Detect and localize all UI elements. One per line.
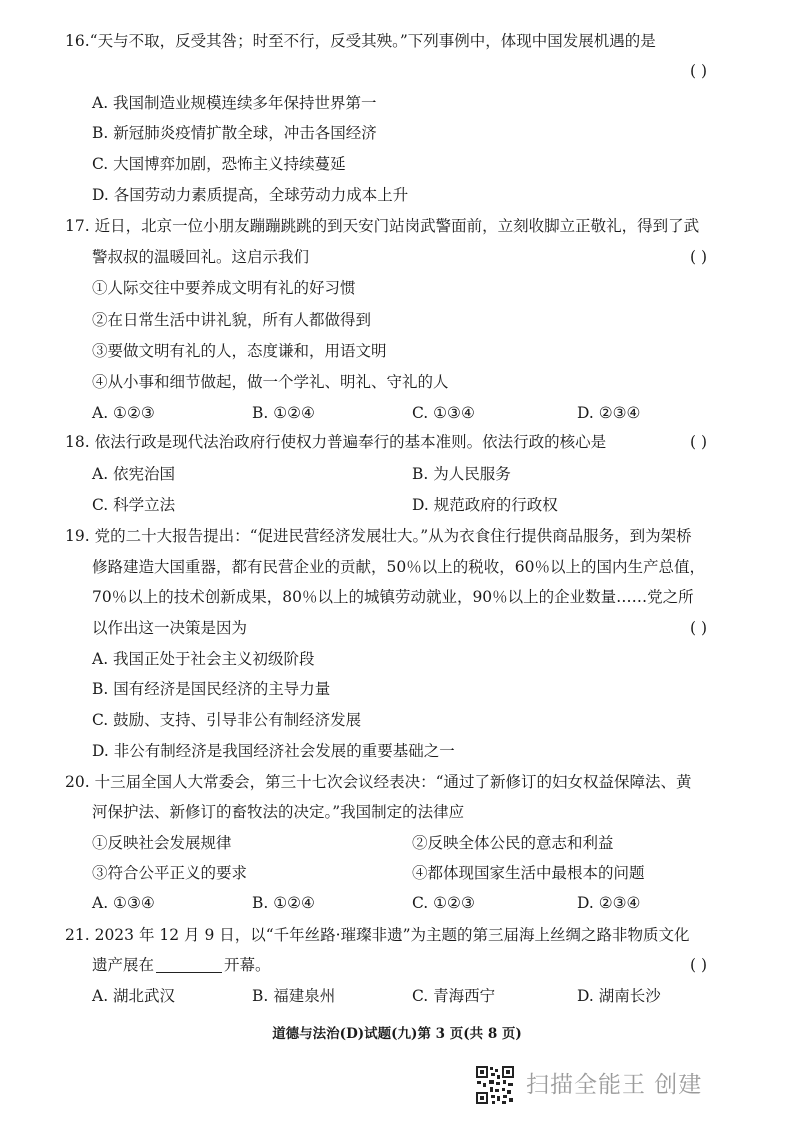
option-a: A. 湖北武汉 (92, 987, 176, 1005)
question-16-option-c: C. 大国博弈加剧，恐怖主义持续蔓延 (92, 155, 346, 173)
option-c: C. 科学立法 (92, 496, 176, 514)
option-d: D. 规范政府的行政权 (412, 496, 558, 514)
question-20-stem-line-1: 20. 十三届全国人大常委会，第三十七次会议经表决：“通过了新修订的妇女权益保障法、黄 (65, 773, 692, 791)
question-17-statement-2: ②在日常生活中讲礼貌，所有人都做得到 (92, 311, 372, 329)
option-a: A. ①③④ (92, 894, 155, 912)
option-b: B. 为人民服务 (412, 465, 511, 483)
question-20-stem-line-2: 河保护法、新修订的畜牧法的决定。”我国制定的法律应 (92, 803, 465, 821)
question-20-statements-row-2 (0, 858, 794, 888)
option-d: D. ②③④ (577, 894, 641, 912)
option-b: B. 福建泉州 (252, 987, 336, 1005)
question-16-option-d: D. 各国劳动力素质提高，全球劳动力成本上升 (92, 186, 409, 204)
question-17-options (0, 398, 794, 428)
question-19-stem-line-2: 修路建造大国重器，都有民营企业的贡献，50％以上的税收，60％以上的国内生产总值， (92, 558, 705, 576)
question-18-stem: 18. 依法行政是现代法治政府行使权力普遍奉行的基本准则。依法行政的核心是 ( ) (65, 433, 708, 451)
question-16-option-b: B. 新冠肺炎疫情扩散全球，冲击各国经济 (92, 124, 377, 142)
question-19-stem-line-3: 70％以上的技术创新成果，80％以上的城镇劳动就业，90％以上的企业数量……党之所 (92, 588, 694, 606)
question-16-answer-slot: ( ) (690, 62, 708, 80)
question-20-statements-row-1 (0, 828, 794, 858)
statement-1: ①反映社会发展规律 (92, 834, 232, 852)
option-d: D. ②③④ (577, 404, 641, 422)
page-footer: 道德与法治(D)试题(九)第 3 页(共 8 页) (272, 1026, 522, 1042)
option-d: D. 湖南长沙 (577, 987, 661, 1005)
question-19-stem-line-4: 以作出这一决策是因为 ( ) (92, 619, 708, 637)
statement-3: ③符合公平正义的要求 (92, 864, 248, 882)
option-b: B. ①②④ (252, 894, 315, 912)
fill-in-blank (156, 954, 222, 973)
option-c: C. ①③④ (412, 404, 475, 422)
option-c: C. 青海西宁 (412, 987, 496, 1005)
question-19-option-d: D. 非公有制经济是我国经济社会发展的重要基础之一 (92, 742, 455, 760)
qr-code-icon (475, 1065, 515, 1105)
question-21-stem-line-2: 遗产展在 开幕。 ( ) (92, 956, 708, 974)
question-17-stem-line-1: 17. 近日，北京一位小朋友蹦蹦跳跳的到天安门站岗武警面前，立刻收脚立正敬礼，得到了武 (65, 217, 700, 235)
question-19-option-b: B. 国有经济是国民经济的主导力量 (92, 680, 331, 698)
question-16-stem: 16.“天与不取，反受其咎；时至不行，反受其殃。”下列事例中，体现中国发展机遇的是 (65, 32, 656, 50)
question-19-option-a: A. 我国正处于社会主义初级阶段 (92, 650, 315, 668)
question-17-stem-line-2: 警叔叔的温暖回礼。这启示我们 ( ) (92, 248, 708, 266)
statement-2: ②反映全体公民的意志和利益 (412, 834, 614, 852)
question-17-statement-3: ③要做文明有礼的人，态度谦和，用语文明 (92, 342, 387, 360)
question-18-options-row-2 (0, 490, 794, 520)
scanner-watermark: 扫描全能王 创建 (526, 1072, 703, 1098)
question-18-options-row-1 (0, 459, 794, 489)
question-20-options (0, 888, 794, 918)
question-19-stem-line-1: 19. 党的二十大报告提出：“促进民营经济发展壮大。”从为衣食住行提供商品服务，到为架桥 (65, 527, 692, 545)
question-16-option-a: A. 我国制造业规模连续多年保持世界第一 (92, 94, 377, 112)
question-21-stem-line-1: 21. 2023 年 12 月 9 日，以“千年丝路·璀璨非遗”为主题的第三届海上丝绸之路非物质文化 (65, 926, 690, 944)
option-a: A. ①②③ (92, 404, 155, 422)
option-a: A. 依宪治国 (92, 465, 176, 483)
question-19-option-c: C. 鼓励、支持、引导非公有制经济发展 (92, 711, 362, 729)
question-17-statement-4: ④从小事和细节做起，做一个学礼、明礼、守礼的人 (92, 373, 449, 391)
question-17-statement-1: ①人际交往中要养成文明有礼的好习惯 (92, 279, 356, 297)
question-21-options (0, 981, 794, 1011)
option-b: B. ①②④ (252, 404, 315, 422)
statement-4: ④都体现国家生活中最根本的问题 (412, 864, 645, 882)
option-c: C. ①②③ (412, 894, 475, 912)
